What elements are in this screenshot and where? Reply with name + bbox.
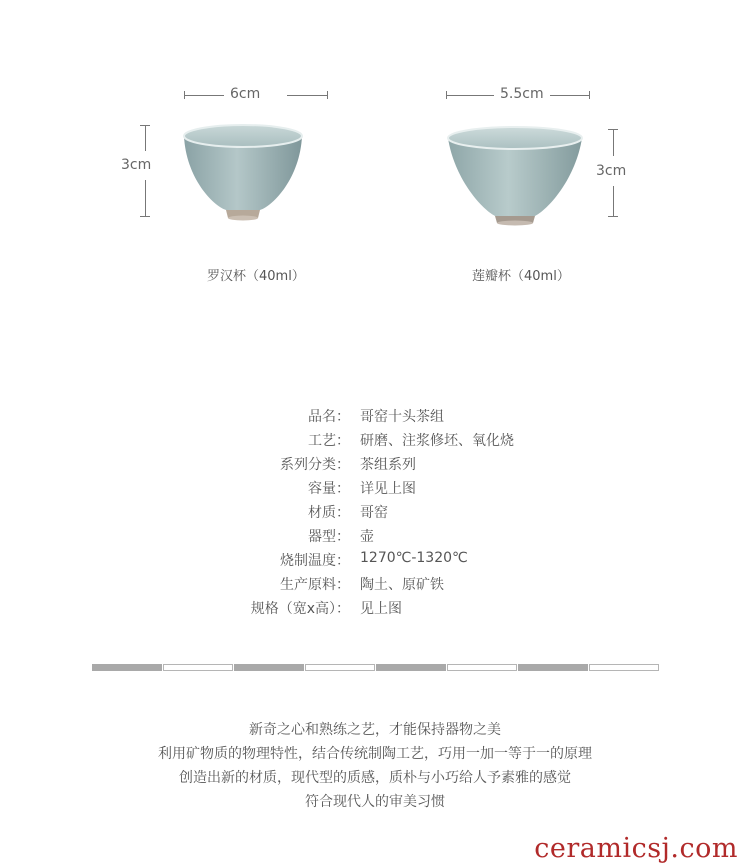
divider-segment	[92, 664, 162, 671]
spec-label: 品名：	[308, 409, 350, 425]
cup-2-height-line-bottom	[613, 186, 614, 216]
spec-value: 1270℃-1320℃	[360, 550, 468, 566]
spec-label: 系列分类：	[280, 457, 350, 473]
cup-1-caption: 罗汉杯（40ml）	[207, 269, 305, 284]
divider-segment	[376, 664, 446, 671]
cup-1-height-label: 3cm	[121, 157, 152, 173]
divider-segment	[518, 664, 588, 671]
luohan-cup-image	[178, 118, 308, 223]
spec-value: 哥窑十头茶组	[360, 409, 444, 425]
cup-1-width-tick-right	[327, 91, 328, 99]
spec-row	[0, 598, 750, 622]
spec-row	[0, 454, 750, 478]
description-line: 新奇之心和熟练之艺，才能保持器物之美	[249, 722, 501, 738]
cup-1-width-line-right	[287, 95, 328, 96]
divider-segment	[447, 664, 517, 671]
description-line: 创造出新的材质，现代型的质感，质朴与小巧给人予素雅的感觉	[179, 770, 571, 786]
cup-1-height-line-bottom	[145, 180, 146, 216]
divider-segment	[305, 664, 375, 671]
watermark: ceramicsj.com	[534, 833, 738, 864]
lotus-cup-image	[440, 122, 590, 232]
spec-value: 哥窑	[360, 505, 388, 521]
spec-value: 见上图	[360, 601, 402, 617]
cup-2-height-label: 3cm	[596, 163, 627, 179]
spec-value: 陶土、原矿铁	[360, 577, 444, 593]
spec-label: 生产原料：	[280, 577, 350, 593]
divider-segment	[589, 664, 659, 671]
cup-2-width-line-right	[550, 95, 590, 96]
description-line: 利用矿物质的物理特性，结合传统制陶工艺，巧用一加一等于一的原理	[158, 746, 592, 762]
spec-label: 规格（宽x高）：	[250, 601, 350, 617]
spec-row	[0, 406, 750, 430]
spec-label: 工艺：	[308, 433, 350, 449]
spec-value: 壶	[360, 529, 374, 545]
spec-row	[0, 550, 750, 574]
cup-1-height-line-top	[145, 125, 146, 151]
cup-2-height-line-top	[613, 129, 614, 156]
spec-row	[0, 502, 750, 526]
divider-segment	[163, 664, 233, 671]
description-line: 符合现代人的审美习惯	[305, 794, 445, 810]
cup-1-width-line-left	[184, 95, 224, 96]
divider-segment	[234, 664, 304, 671]
cup-1-width-label: 6cm	[230, 86, 261, 102]
spec-label: 材质：	[308, 505, 350, 521]
spec-row	[0, 430, 750, 454]
cup-1-height-tick-bottom	[140, 216, 150, 217]
cup-2-width-label: 5.5cm	[500, 86, 544, 102]
spec-label: 器型：	[308, 529, 350, 545]
spec-row	[0, 478, 750, 502]
spec-label: 烧制温度：	[280, 553, 350, 569]
cup-2-width-tick-right	[589, 91, 590, 99]
cup-2-width-line-left	[446, 95, 494, 96]
cup-2-height-tick-bottom	[608, 216, 618, 217]
spec-row	[0, 526, 750, 550]
spec-row	[0, 574, 750, 598]
spec-value: 茶组系列	[360, 457, 416, 473]
spec-label: 容量：	[308, 481, 350, 497]
spec-value: 研磨、注浆修坯、氧化烧	[360, 433, 514, 449]
cup-2-caption: 莲瓣杯（40ml）	[472, 269, 570, 284]
spec-value: 详见上图	[360, 481, 416, 497]
